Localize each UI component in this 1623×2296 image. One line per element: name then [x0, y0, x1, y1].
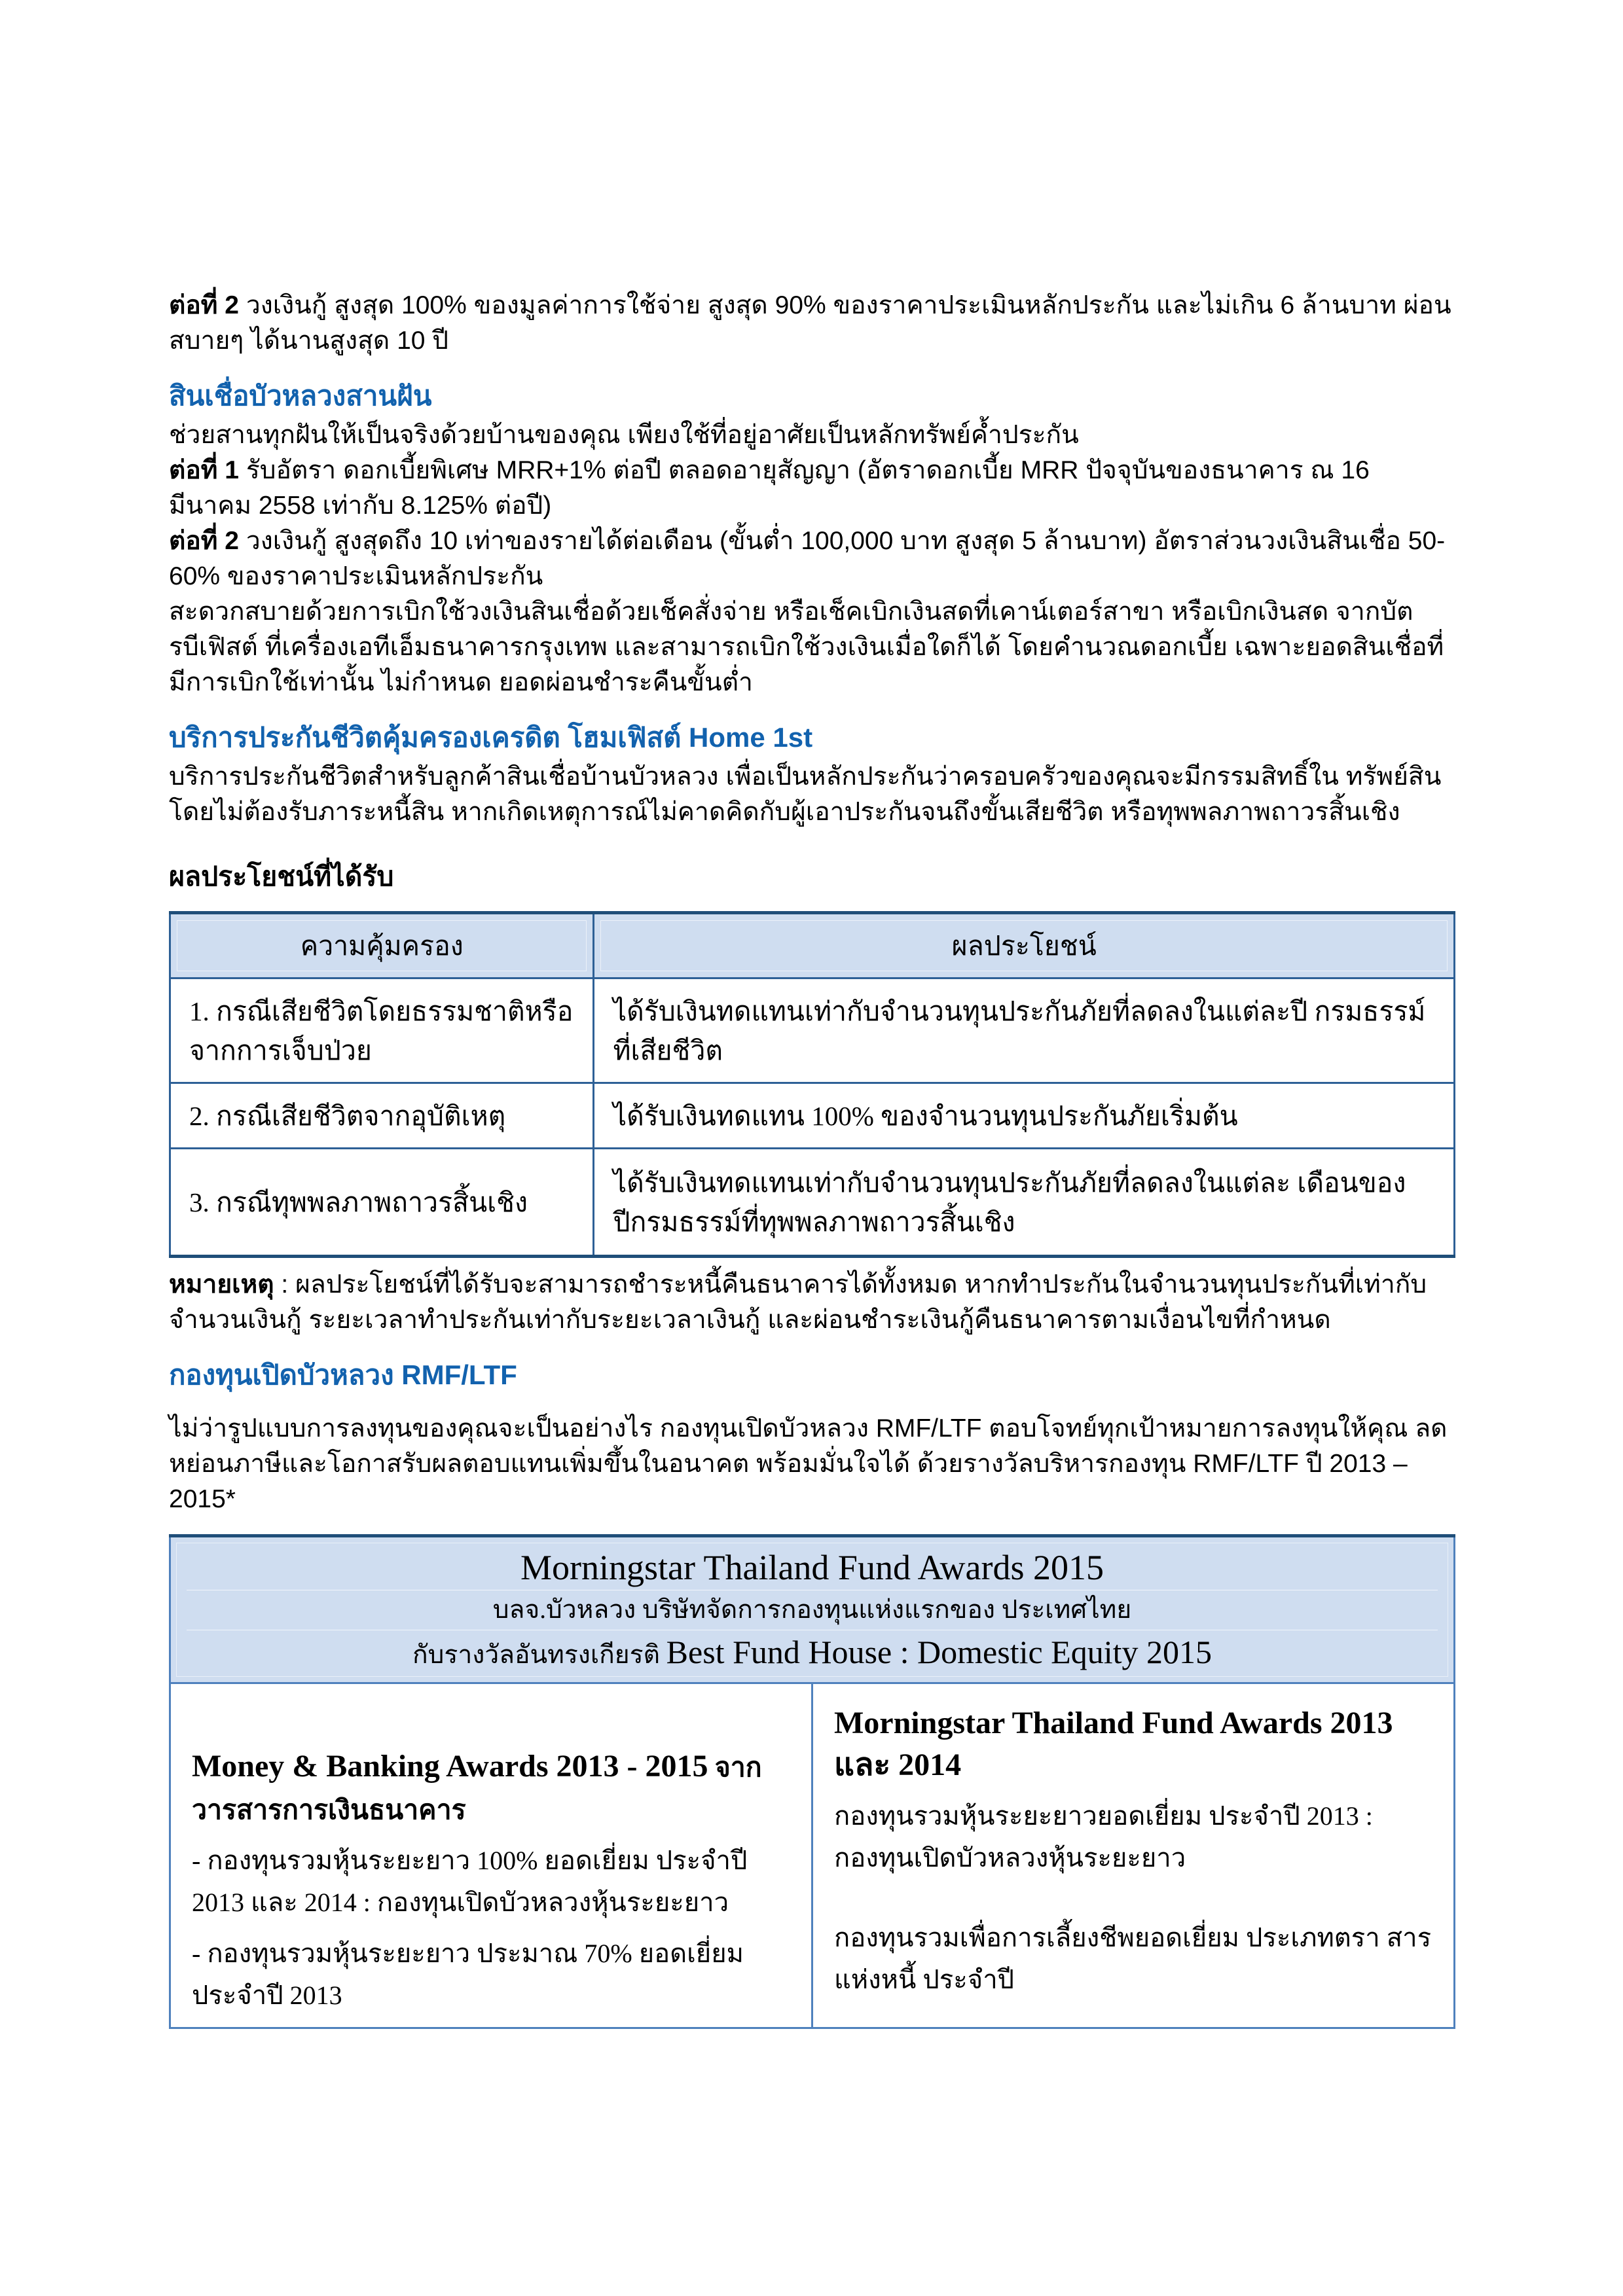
benefits-table	[169, 911, 1455, 1258]
benefit-cell-3: ได้รับเงินทดแทนเท่ากับจำนวนทุนประกันภัยที่ลดลงในแต่ละ เดือนของปีกรมธรรม์ที่ทุพพลภาพถาวรสิ้นเชิง	[594, 1149, 1455, 1257]
step-2-label: ต่อที่ 2	[169, 527, 239, 555]
morningstar-award-title: Morningstar Thailand Fund Awards 2013 และ 2014	[834, 1706, 1393, 1782]
home1st-body-text: บริการประกันชีวิตสำหรับลูกค้าสินเชื่อบ้านบัวหลวง เพื่อเป็นหลักประกันว่าครอบครัวของคุณจะมีกรรมสิทธิ์ใน ทรัพย์สิน โดยไม่ต้องรับภาระหนี้สิน หากเกิดเหตุการณ์ไม่คาดคิดกับผู้เอาประกันจนถึงขั้นเสียชีวิต หรือทุพพลภาพถาวรสิ้นเชิง	[169, 762, 1442, 826]
money-banking-title-thai: จาก วารสารการเงินธนาคาร	[192, 1752, 762, 1825]
award-item: กองทุนรวมหุ้นระยะยาวยอดเยี่ยม ประจำปี 2013 : กองทุนเปิดบัวหลวงหุ้นระยะยาว	[834, 1801, 1373, 1873]
awards-table	[169, 1534, 1455, 2029]
award-item: กองทุนรวมเพื่อการเลี้ยงชีพยอดเยี่ยม ประเภทตรา สารแห่งหนี้ ประจำปี	[834, 1923, 1432, 1994]
benefits-header-row	[170, 913, 1455, 978]
award-item: - กองทุนรวมหุ้นระยะยาว ประมาณ 70% ยอดเยี่ยม ประจำปี 2013	[192, 1939, 744, 2010]
sanfan-step2-paragraph	[169, 524, 1455, 594]
intro-text: วงเงินกู้ สูงสุด 100% ของมูลค่าการใช้จ่าย สูงสุด 90% ของราคาประเมินหลักประกัน และไม่เกิน 6 ล้านบาท ผ่อนสบายๆ ได้นานสูงสุด 10 ปี	[169, 291, 1451, 355]
column-header-coverage: ความคุ้มครอง	[170, 913, 594, 978]
table-row	[170, 1083, 1455, 1149]
note-text: : ผลประโยชน์ที่ได้รับจะสามารถชำระหนี้คืนธนาคารได้ทั้งหมด หากทำประกันในจำนวนทุนประกันที่เท่ากับ จำนวนเงินกู้ ระยะเวลาทำประกันเท่ากับระยะเวลาเงินกู้ และผ่อนชำระเงินกู้คืนธนาคารตามเงื่อนไขที่กำหนด	[169, 1270, 1427, 1334]
coverage-cell-2: 2. กรณีเสียชีวิตจากอุบัติเหตุ	[170, 1083, 594, 1149]
awards-header-cell	[170, 1536, 1455, 1683]
note-label: หมายเหตุ	[169, 1270, 274, 1299]
note-paragraph	[169, 1267, 1455, 1338]
awards-subtitle: บลจ.บัวหลวง บริษัทจัดการกองทุนแห่งแรกของ ประเทศไทย	[187, 1590, 1438, 1630]
benefit-cell-2: ได้รับเงินทดแทน 100% ของจำนวนทุนประกันภัยเริ่มต้น	[594, 1083, 1455, 1149]
awards-body-row	[170, 1683, 1455, 2028]
table-row	[170, 1149, 1455, 1257]
award-item: - กองทุนรวมหุ้นระยะยาว 100% ยอดเยี่ยม ประจำปี 2013 และ 2014 : กองทุนเปิดบัวหลวงหุ้นระยะยาว	[192, 1846, 748, 1917]
coverage-cell-1: 1. กรณีเสียชีวิตโดยธรรมชาติหรือจากการเจ็บป่วย	[170, 978, 594, 1083]
money-banking-award-title	[192, 1746, 792, 1831]
column-header-benefit: ผลประโยชน์	[594, 913, 1455, 978]
step-2-label: ต่อที่ 2	[169, 291, 239, 319]
section-heading-home1st-insurance: บริการประกันชีวิตคุ้มครองเครดิต โฮมเฟิสต์ Home 1st	[169, 722, 813, 753]
awards-cell-morningstar	[812, 1683, 1455, 2028]
benefit-cell-1: ได้รับเงินทดแทนเท่ากับจำนวนทุนประกันภัยที่ลดลงในแต่ละปี กรมธรรม์ที่เสียชีวิต	[594, 978, 1455, 1083]
section-heading-rmf-ltf-fund: กองทุนเปิดบัวหลวง RMF/LTF	[169, 1359, 517, 1390]
sanfan-step2-text: วงเงินกู้ สูงสุดถึง 10 เท่าของรายได้ต่อเดือน (ขั้นต่ำ 100,000 บาท สูงสุด 5 ล้านบาท) อัตราส่วนวงเงินสินเชื่อ 50-60% ของราคาประเมินหลักประกัน	[169, 527, 1446, 590]
sanfan-step1-text: รับอัตรา ดอกเบี้ยพิเศษ MRR+1% ต่อปี ตลอดอายุสัญญา (อัตราดอกเบี้ย MRR ปัจจุบันของธนาคาร ณ 16 มีนาคม 2558 เท่ากับ 8.125% ต่อปี)	[169, 456, 1370, 520]
money-banking-title-english: Money & Banking Awards 2013 - 2015	[192, 1749, 708, 1784]
section-heading-sanfan-loan: สินเชื่อบัวหลวงสานฝัน	[169, 380, 432, 411]
sanfan-step1-paragraph	[169, 453, 1455, 524]
intro-paragraph	[169, 288, 1455, 359]
table-row	[170, 978, 1455, 1083]
awards-header-row	[170, 1536, 1455, 1683]
benefits-heading: ผลประโยชน์ที่ได้รับ	[169, 861, 394, 891]
rmf-body-text: ไม่ว่ารูปแบบการลงทุนของคุณจะเป็นอย่างไร กองทุนเปิดบัวหลวง RMF/LTF ตอบโจทย์ทุกเป้าหมายการลงทุนให้คุณ ลดหย่อนภาษีและโอกาสรับผลตอบแทนเพิ่มขึ้นในอนาคต พร้อมมั่นใจได้ ด้วยรางวัลบริหารกองทุน RMF/LTF ปี 2013 – 2015*	[169, 1414, 1448, 1513]
sanfan-detail-text: สะดวกสบายด้วยการเบิกใช้วงเงินสินเชื่อด้วยเช็คสั่งจ่าย หรือเช็คเบิกเงินสดที่เคาน์เตอร์สาขา หรือเบิกเงินสด จากบัตรบีเฟิสต์ ที่เครื่องเอทีเอ็มธนาคารกรุงเทพ และสามารถเบิกใช้วงเงินเมื่อใดก็ได้ โดยคำนวณดอกเบี้ย เฉพาะยอดสินเชื่อที่มีการเบิกใช้เท่านั้น ไม่กำหนด ยอดผ่อนชำระคืนขั้นต่ำ	[169, 598, 1444, 696]
coverage-cell-3: 3. กรณีทุพพลภาพถาวรสิ้นเชิง	[170, 1149, 594, 1257]
awards-tagline-thai: กับรางวัลอันทรงเกียรติ	[412, 1641, 666, 1669]
awards-title: Morningstar Thailand Fund Awards 2015	[187, 1545, 1438, 1590]
sanfan-lead-text: ช่วยสานทุกฝันให้เป็นจริงด้วยบ้านของคุณ เพียงใช้ที่อยู่อาศัยเป็นหลักทรัพย์ค้ำประกัน	[169, 421, 1079, 449]
step-1-label: ต่อที่ 1	[169, 456, 239, 484]
awards-tagline-english: Best Fund House : Domestic Equity 2015	[666, 1634, 1212, 1670]
awards-cell-money-banking	[170, 1683, 812, 2028]
awards-tagline	[187, 1630, 1438, 1677]
